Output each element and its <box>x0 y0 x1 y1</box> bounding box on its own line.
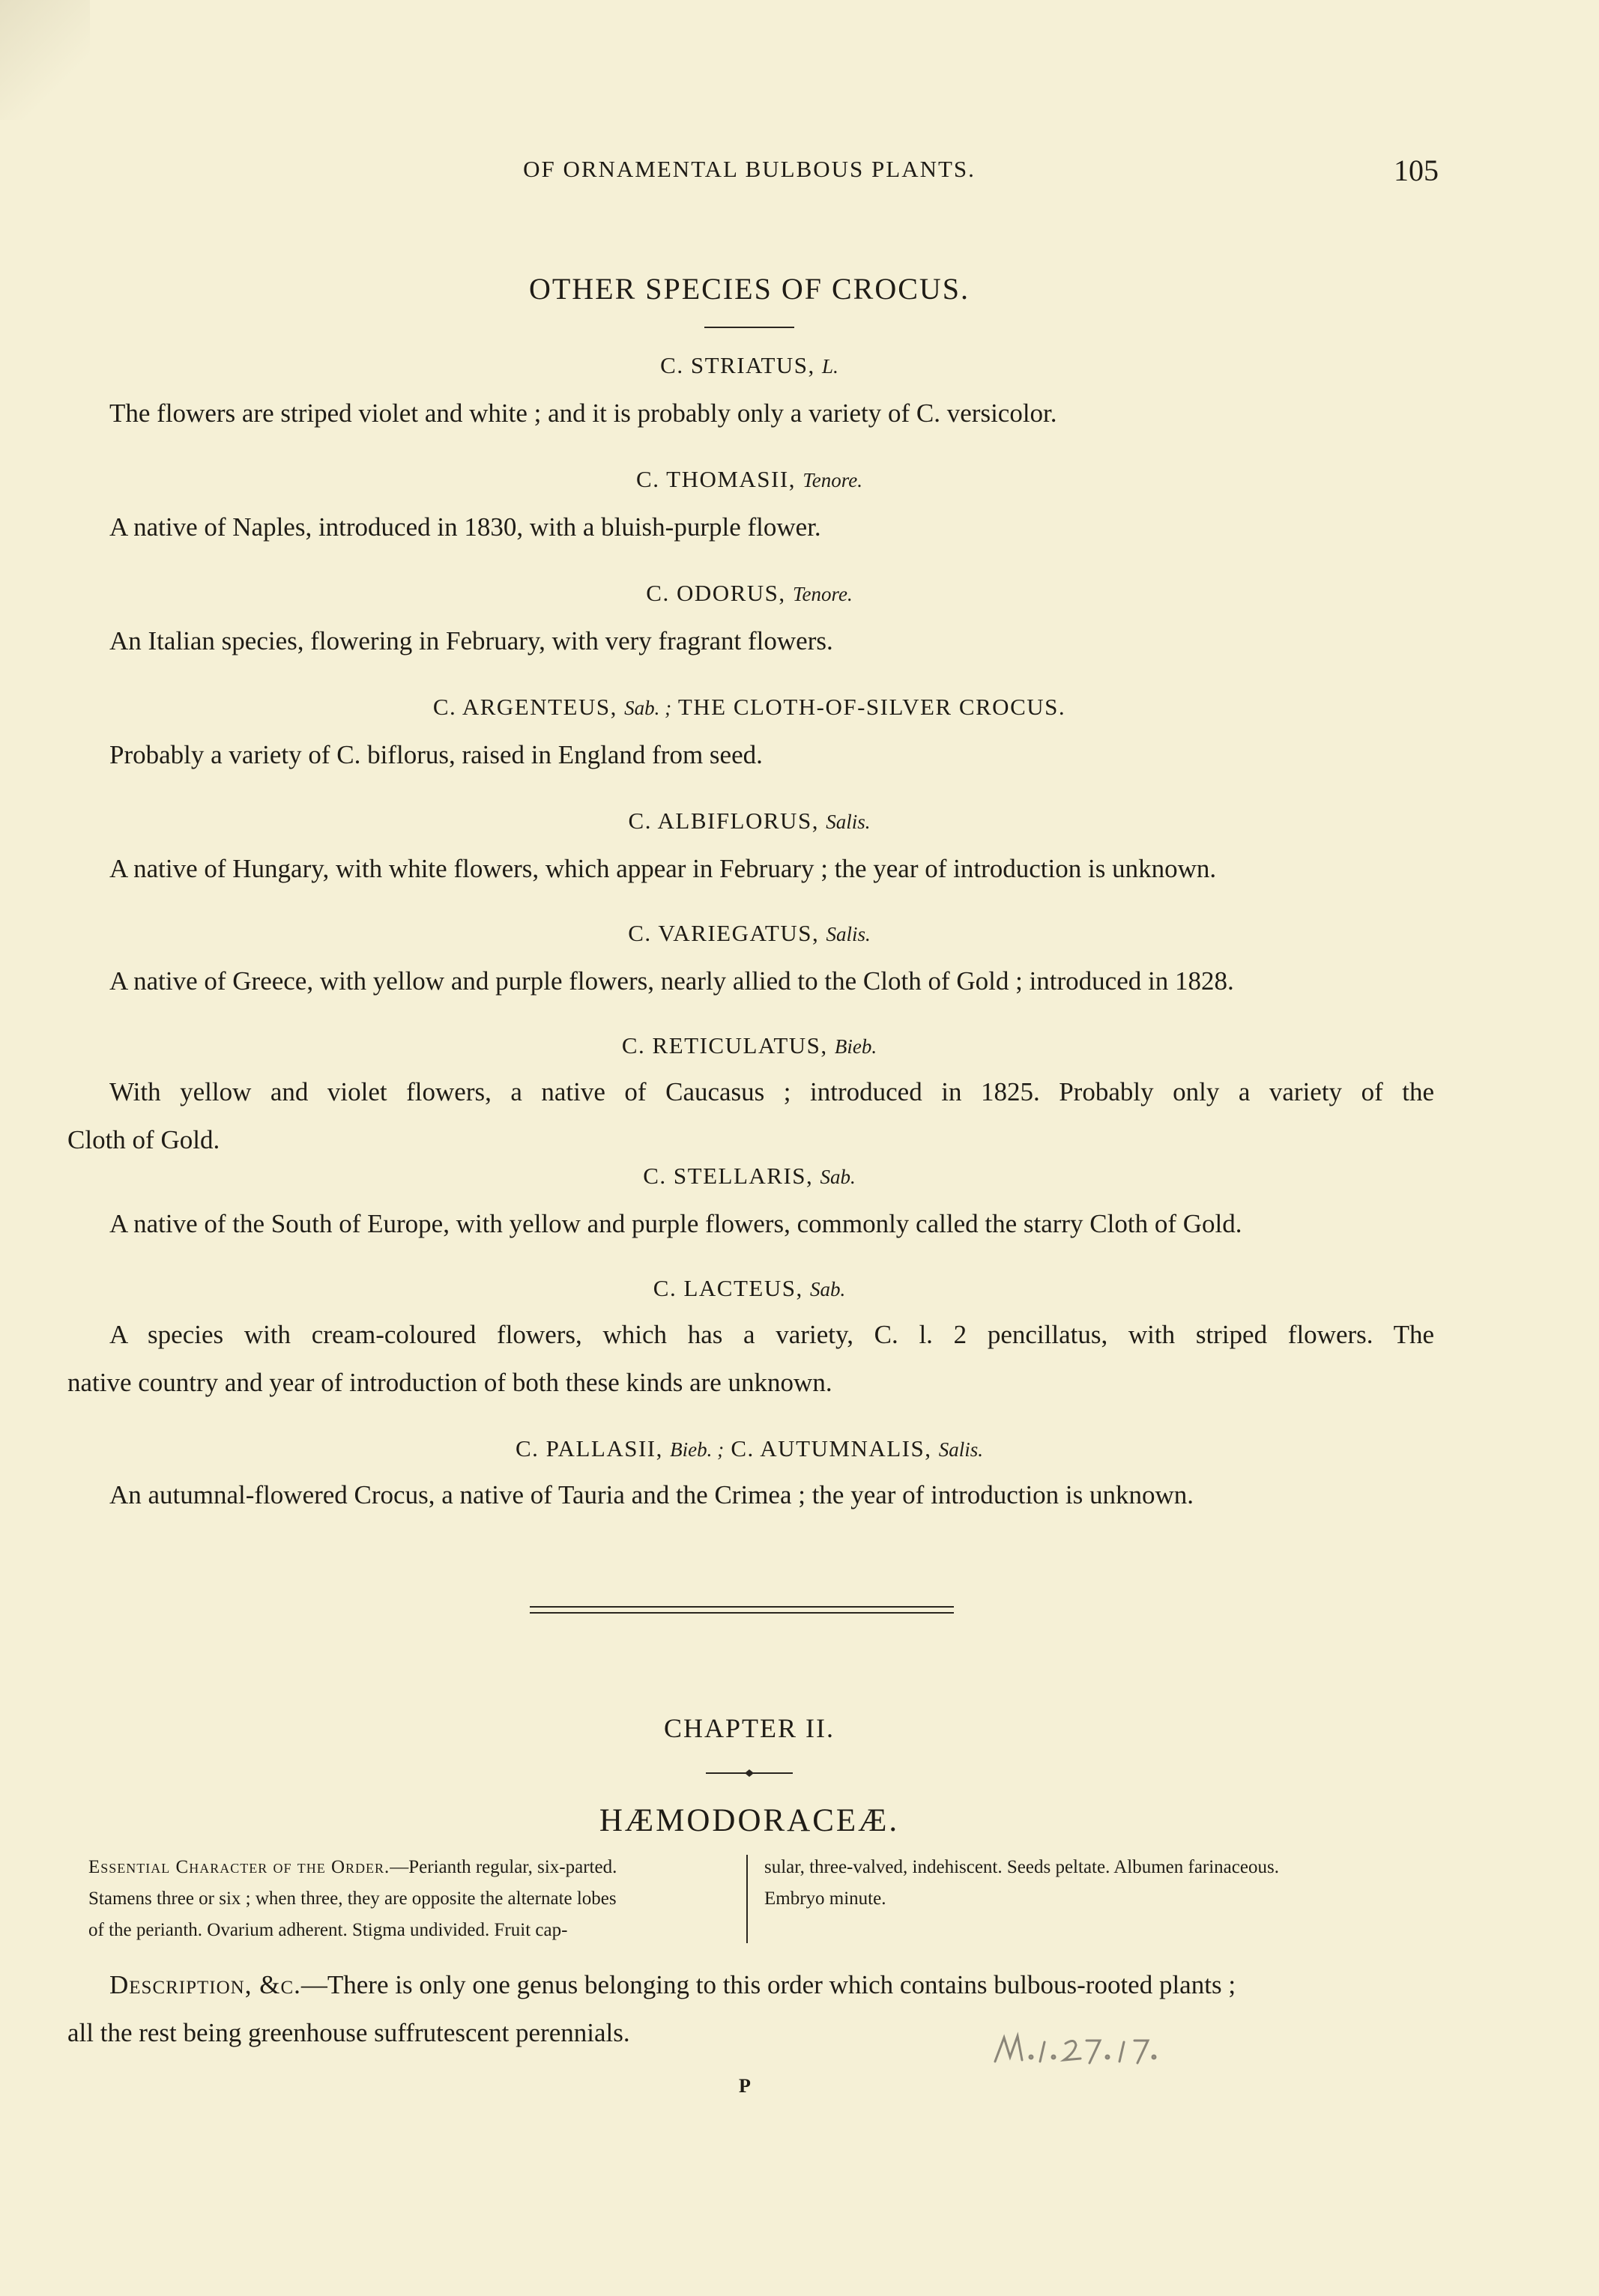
species-authority: Tenore. <box>802 469 862 491</box>
species-authority: L. <box>822 355 838 378</box>
species-heading <box>0 352 1499 379</box>
species-authority: Sab. <box>820 1166 856 1188</box>
section-title: OTHER SPECIES OF CROCUS. <box>528 272 970 306</box>
order-title: HÆMODORACEÆ. <box>599 1803 900 1838</box>
description-label: Description, &c. <box>109 1970 301 1999</box>
species-heading <box>0 920 1499 947</box>
species-name: C. ARGENTEUS, <box>432 694 617 720</box>
species-description: A native of Naples, introduced in 1830, with a bluish-purple flower. <box>109 512 821 542</box>
species-name: C. RETICULATUS, <box>621 1032 828 1058</box>
species-description: An autumnal-flowered Crocus, a native of Tauria and the Crimea ; the year of introduction is unknown. <box>109 1480 1194 1509</box>
essential-character-left: Essential Character of the Order.—Perianth regular, six-parted. Stamens three or six ; when three, they are opposite the alternate lobes of the perianth. Ovarium adherent. Stigma undivided. Fruit cap- <box>88 1857 617 1940</box>
section-divider <box>530 1612 954 1614</box>
species-heading <box>0 1275 1499 1302</box>
species-description: A species with cream-coloured flowers, which has a variety, C. l. 2 pencillatus, with striped flowers. The <box>109 1320 1434 1349</box>
species-heading <box>0 694 1499 721</box>
species-authority: Salis. <box>826 923 871 945</box>
species-name: C. ALBIFLORUS, <box>628 808 819 834</box>
species-description-cont: native country and year of introduction of both these kinds are unknown. <box>67 1368 832 1397</box>
species-name: C. LACTEUS, <box>653 1275 803 1301</box>
essential-character-label: Essential Character of the Order. <box>88 1857 390 1877</box>
species-heading <box>0 1435 1499 1462</box>
species-description: The flowers are striped violet and white ; and it is probably only a variety of C. versicolor. <box>109 399 1057 428</box>
page-edge-shadow <box>0 0 90 120</box>
column-divider <box>746 1855 748 1943</box>
species-description: An Italian species, flowering in February, with very fragrant flowers. <box>109 626 833 655</box>
species-heading <box>0 1032 1499 1059</box>
chapter-title: CHAPTER II. <box>664 1713 835 1743</box>
species-description: With yellow and violet flowers, a native of Caucasus ; introduced in 1825. Probably only a variety of the <box>109 1077 1434 1106</box>
species-name: C. PALLASII, <box>515 1435 663 1461</box>
species-authority: Sab. <box>809 1278 846 1300</box>
species-authority: Tenore. <box>792 583 853 605</box>
description-paragraph-cont: all the rest being greenhouse suffrutescent perennials. <box>67 2018 630 2047</box>
running-head: OF ORNAMENTAL BULBOUS PLANTS. <box>523 156 976 182</box>
species-name: C. VARIEGATUS, <box>628 920 820 946</box>
species-authority: Salis. <box>826 811 871 833</box>
species-heading <box>0 580 1499 607</box>
species-authority: Sab. ; <box>624 697 672 719</box>
description-paragraph: Description, &c.—There is only one genus belonging to this order which contains bulbous-rooted plants ; <box>109 1970 1236 1999</box>
species-description: A native of Hungary, with white flowers, which appear in February ; the year of introduction is unknown. <box>109 854 1217 883</box>
species-authority: Bieb. <box>834 1035 877 1058</box>
species-description-cont: Cloth of Gold. <box>67 1125 220 1154</box>
signature-mark: P <box>739 2075 751 2097</box>
species-description: A native of the South of Europe, with yellow and purple flowers, commonly called the starry Cloth of Gold. <box>109 1209 1242 1238</box>
species-description: A native of Greece, with yellow and purple flowers, nearly allied to the Cloth of Gold ; introduced in 1828. <box>109 966 1234 996</box>
species-heading <box>0 466 1499 493</box>
species-common-name: THE CLOTH-OF-SILVER CROCUS. <box>677 694 1066 720</box>
species-synonym-authority: Salis. <box>938 1438 983 1461</box>
essential-character-right: sular, three-valved, indehiscent. Seeds peltate. Albumen farinaceous. Embryo minute. <box>764 1857 1279 1909</box>
section-divider <box>530 1606 954 1608</box>
page-number: 105 <box>1394 154 1439 187</box>
species-authority: Bieb. ; <box>670 1438 725 1461</box>
ornament-icon <box>706 1766 793 1781</box>
species-name: C. STELLARIS, <box>643 1163 814 1189</box>
species-heading <box>0 808 1499 835</box>
species-name: C. ODORUS, <box>646 580 786 606</box>
species-name: C. STRIATUS, <box>660 352 815 378</box>
title-rule <box>704 327 794 328</box>
species-description: Probably a variety of C. biflorus, raised in England from seed. <box>109 740 763 769</box>
species-synonym: C. AUTUMNALIS, <box>731 1435 932 1461</box>
species-heading <box>0 1163 1499 1190</box>
handwritten-note <box>988 2023 1212 2075</box>
species-name: C. THOMASII, <box>636 466 796 492</box>
